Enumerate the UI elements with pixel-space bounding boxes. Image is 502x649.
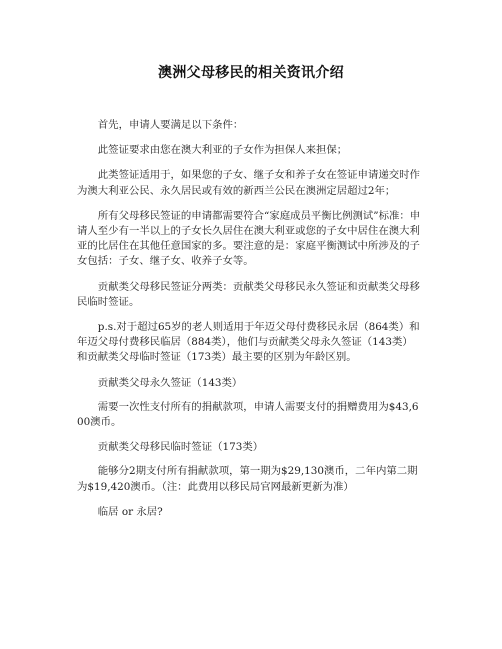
paragraph-subclass-173-heading: 贡献类父母移民临时签证（173类） bbox=[97, 441, 264, 454]
paragraph-balance-test: 所有父母移民签证的申请都需要符合“家庭成员平衡比例测试”标准：申请人至少有一半以上的子女长久居住在澳大利亚或您的子女中居住在澳大利亚的比居住在其他任意国家的多。要注意的是：家庭平衡测试中所涉及的子女包括：子女、继子女、收养子女等。 bbox=[77, 209, 421, 268]
paragraph-residency-requirement: 此类签证适用于，如果您的子女、继子女和养子女在签证申请递交时作为澳大利亚公民、永久居民或有效的新西兰公民在澳洲定居超过2年； bbox=[77, 169, 420, 197]
paragraph-visa-categories: 贡献类父母移民签证分两类：贡献类父母移民永久签证和贡献类父母移民临时签证。 bbox=[77, 280, 420, 308]
paragraph-aged-parents-note: p.s.对于超过65岁的老人则适用于年迈父母付费移民永居（864类）和年迈父母付费移民临居（884类），他们与贡献类父母永久签证（143类）和贡献类父母临时签证（173类）最主要的区别为年龄区别。 bbox=[77, 321, 420, 364]
document-title: 澳洲父母移民的相关资讯介绍 bbox=[158, 65, 344, 81]
paragraph-subclass-143-fee: 需要一次性支付所有的捐献款项，申请人需要支付的捐赠费用为$43,600澳币。 bbox=[77, 400, 419, 429]
paragraph-temporary-or-permanent: 临居 or 永居? bbox=[97, 505, 163, 518]
paragraph-conditions-intro: 首先，申请人要满足以下条件： bbox=[97, 119, 244, 131]
paragraph-subclass-143-heading: 贡献类父母永久签证（143类） bbox=[97, 376, 243, 389]
document-body bbox=[77, 118, 422, 530]
paragraph-sponsor-requirement: 此签证要求由您在澳大利亚的子女作为担保人来担保； bbox=[97, 144, 348, 157]
paragraph-subclass-173-fee: 能够分2期支付所有捐献款项，第一期为$29,130澳币，二年内第二期为$19,420澳币。（注：此费用以移民局官网最新更新为准） bbox=[77, 465, 418, 493]
